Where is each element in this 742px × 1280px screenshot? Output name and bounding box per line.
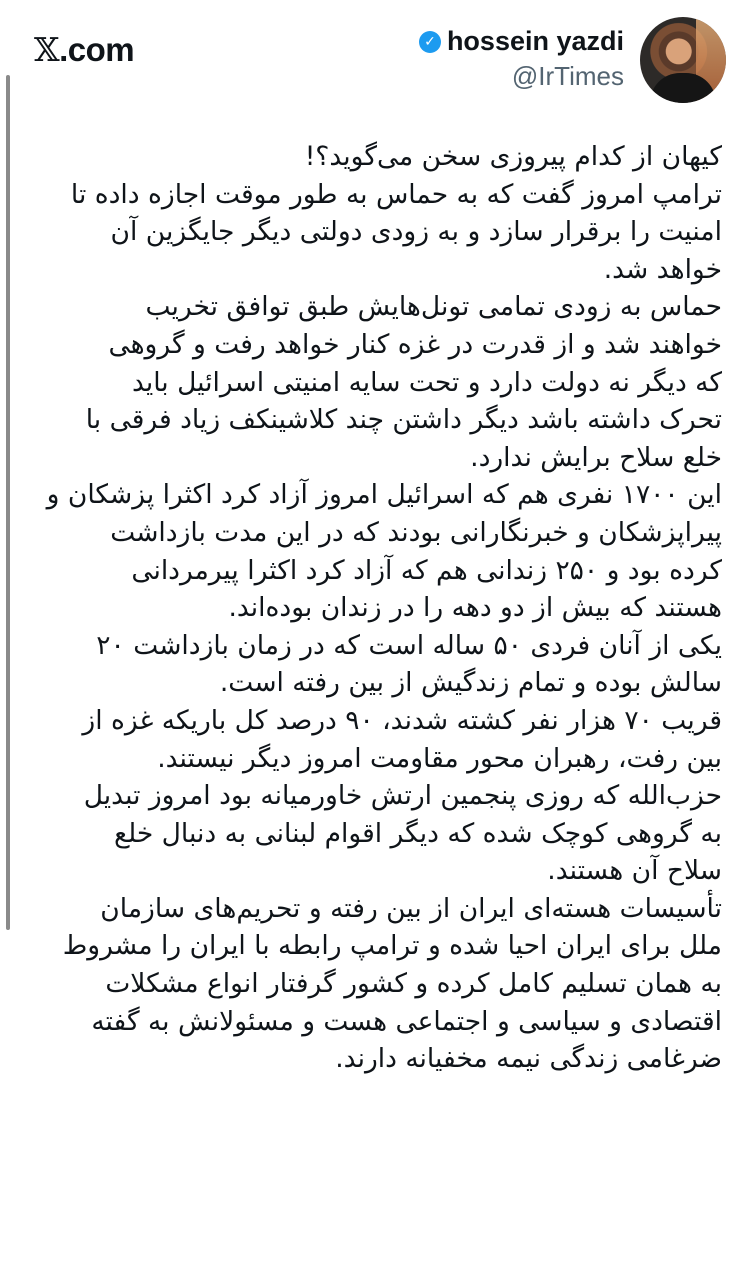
tweet-text-line: هستند که بیش از دو دهه را در زندان بوده‌اند. (228, 592, 722, 624)
tweet-text-line: سلاح آن هستند. (547, 855, 722, 887)
tweet-text-line: خواهد شد. (603, 253, 722, 285)
tweet-text-line: حماس به زودی تمامی تونل‌هایش طبق توافق تخریب (145, 291, 722, 323)
tweet-text-line: تحرک داشته باشد دیگر داشتن چند کلاشینکف زیاد فرقی با (85, 404, 722, 436)
tweet-text-line: بین رفت، رهبران محور مقاومت امروز دیگر نیستند. (157, 742, 722, 774)
tweet-author[interactable] (419, 26, 624, 92)
x-logo[interactable] (34, 30, 134, 69)
tweet-text-line: تأسیسات هسته‌ای ایران از بین رفته و تحریم‌های سازمان (100, 892, 722, 924)
tweet-text-line: به همان تسلیم کامل کرده و کشور گرفتار انواع مشکلات (105, 968, 722, 1000)
tweet-text-line: اقتصادی و سیاسی و اجتماعی هست و مسئولانش به گفته (91, 1005, 722, 1037)
tweet-text-line: ملل برای ایران احیا شده و ترامپ رابطه با ایران را مشروط (62, 930, 722, 962)
tweet-text-line: حزب‌الله که روزی پنجمین ارتش خاورمیانه بود امروز تبدیل (83, 780, 722, 812)
scrollbar[interactable] (6, 75, 10, 930)
tweet-text-line: خواهند شد و از قدرت در غزه کنار خواهد رفت و گروهی (108, 328, 722, 360)
tweet-text-line: امنیت را برقرار سازد و به زودی دولتی دیگر جایگزین آن (110, 216, 722, 248)
tweet-text-line: سالش بوده و تمام زندگیش از بین رفته است. (219, 667, 722, 699)
tweet-text-line: ضرغامی زندگی نیمه مخفیانه دارند. (335, 1043, 722, 1075)
tweet-text-line: این ۱۷۰۰ نفری هم که اسرائیل امروز آزاد کرد اکثرا پزشکان و (46, 479, 722, 511)
logo-text: .com (59, 31, 135, 68)
tweet-text-line: به گروهی کوچک شده که دیگر اقوام لبنانی به دنبال خلع (113, 817, 722, 849)
verified-badge-icon: ✓ (419, 31, 441, 53)
tweet-text-line: ترامپ امروز گفت که به حماس به طور موقت اجازه داده تا (70, 178, 722, 210)
tweet-text-line: خلع سلاح برایش ندارد. (470, 441, 722, 473)
tweet-text-line: کیهان از کدام پیروزی سخن می‌گوید؟! (304, 141, 722, 172)
x-icon: 𝕏 (34, 30, 60, 69)
avatar[interactable] (640, 17, 726, 103)
tweet-text-line: کرده بود و ۲۵۰ زندانی هم که آزاد کرد اکثرا پیرمردانی (131, 554, 722, 586)
tweet-text (12, 138, 722, 1078)
tweet-text-line: پیراپزشکان و خبرنگارانی بودند که در این مدت بازداشت (110, 516, 722, 548)
author-handle[interactable]: @IrTimes (511, 61, 624, 91)
author-name[interactable]: hossein yazdi (446, 26, 624, 56)
tweet-text-line: قریب ۷۰ هزار نفر کشته شدند، ۹۰ درصد کل باریکه غزه از (82, 704, 722, 736)
tweet-text-line: که دیگر نه دولت دارد و تحت سایه امنیتی اسرائیل باید (131, 366, 722, 398)
tweet-text-line: یکی از آنان فردی ۵۰ ساله است که در زمان بازداشت ۲۰ (96, 629, 722, 661)
